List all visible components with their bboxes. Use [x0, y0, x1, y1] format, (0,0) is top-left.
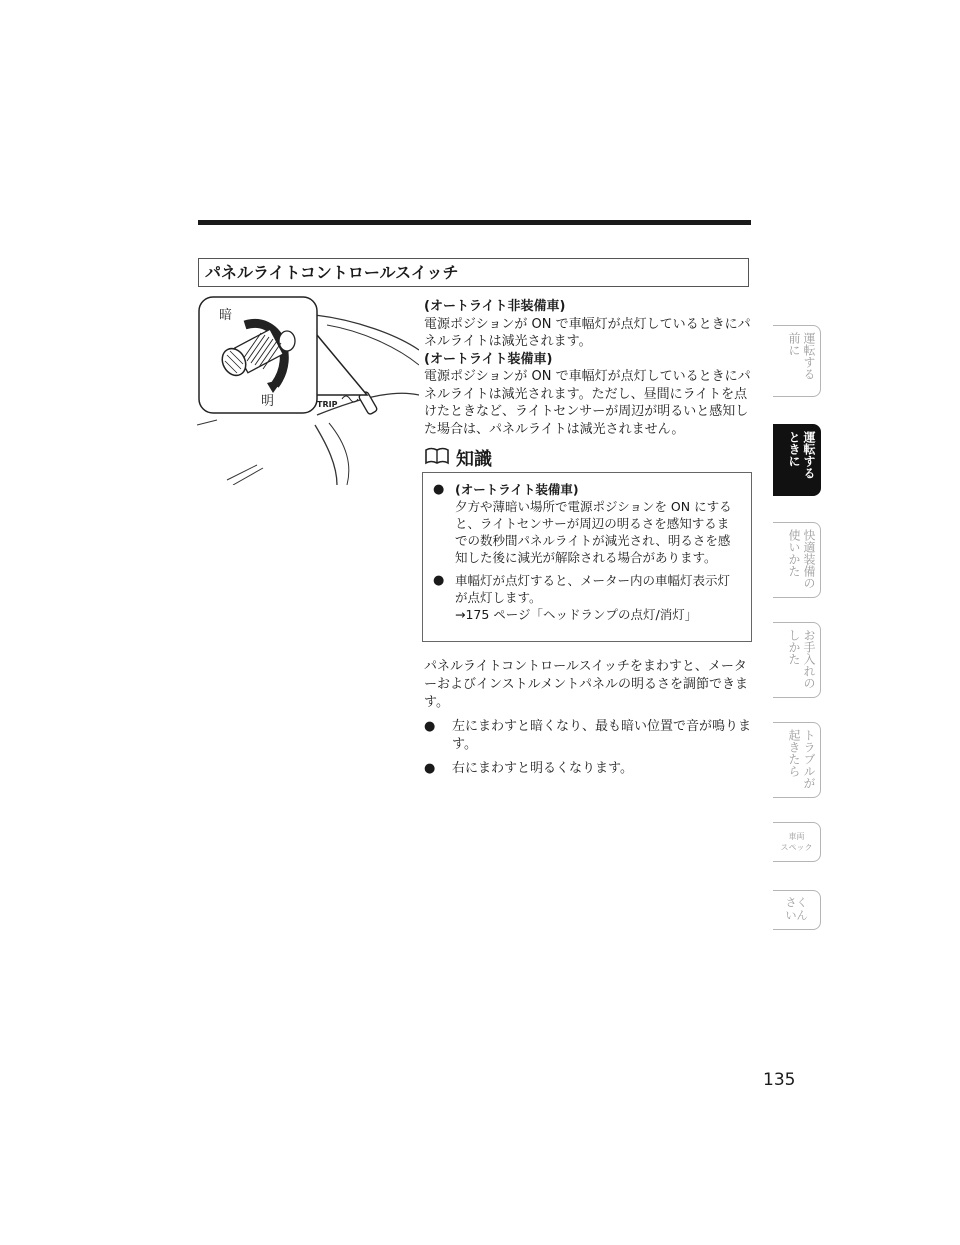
list-item: [424, 718, 754, 754]
knowledge-item1-heading: (オートライト装備車): [455, 482, 579, 497]
tab-troubleshooting[interactable]: トラブルが 起きたら: [773, 722, 821, 798]
bullet-icon: ●: [424, 761, 436, 776]
knowledge-heading: [424, 446, 492, 470]
label-bright: 明: [261, 394, 275, 409]
heading-autolight: (オートライト装備車): [424, 351, 553, 367]
bullet-icon: ●: [433, 482, 445, 497]
tab-comfort-features[interactable]: 快適装備の 使いかた: [773, 522, 821, 598]
tab-vehicle-specs[interactable]: 車両 スペック: [773, 822, 821, 862]
main-body: [424, 298, 754, 438]
knowledge-box: [422, 472, 752, 642]
adjustment-section: [424, 658, 754, 784]
adjustment-intro: パネルライトコントロールスイッチをまわすと、メーターおよびインストルメントパネルの明るさを調節できます。: [424, 659, 748, 710]
page-number: 135: [763, 1070, 796, 1090]
page-reference-link[interactable]: →175 ページ「ヘッドランプの点灯/消灯」: [455, 607, 698, 622]
knowledge-item2-text: 車幅灯が点灯すると、メーター内の車幅灯表示灯が点灯します。: [455, 573, 731, 605]
tab-index[interactable]: さく いん: [773, 890, 821, 930]
label-dark: 暗: [219, 308, 233, 323]
bullet-bright-text: 右にまわすと明るくなります。: [452, 761, 633, 776]
bullet-dark-text: 左にまわすと暗くなり、最も暗い位置で音が鳴ります。: [452, 719, 752, 752]
text-autolight: 電源ポジションが ON で車幅灯が点灯しているときにパネルライトは減光されます。ただし、昼間にライトを点けたときなど、ライトセンサーが周辺が明るいと感知した場合は、パネルライトは減光されません。: [424, 369, 751, 437]
text-no-autolight: 電源ポジションが ON で車幅灯が点灯しているときにパネルライトは減光されます。: [424, 316, 751, 349]
tab-maintenance[interactable]: お手入れの しかた: [773, 622, 821, 698]
tab-before-driving[interactable]: 運転する 前に: [773, 325, 821, 397]
section-title: パネルライトコントロールスイッチ: [198, 258, 749, 287]
knowledge-label: 知識: [456, 449, 492, 470]
list-item: [424, 760, 754, 778]
knowledge-item1-text: 夕方や薄暗い場所で電源ポジションを ON にすると、ライトセンサーが周辺の明るさを感知するまでの数秒間パネルライトが減光され、明るさを感知した後に減光が解除される場合があります。: [455, 499, 732, 565]
top-rule: [198, 220, 751, 225]
bullet-icon: ●: [424, 719, 436, 734]
heading-no-autolight: (オートライト非装備車): [424, 299, 566, 314]
tab-while-driving[interactable]: 運転する ときに: [773, 424, 821, 496]
knowledge-item: [433, 481, 741, 566]
bullet-icon: ●: [433, 573, 445, 588]
trip-label: TRIP: [317, 400, 338, 409]
panel-light-switch-illustration: [197, 295, 419, 485]
book-icon: [424, 446, 450, 470]
knowledge-item: [433, 572, 741, 623]
